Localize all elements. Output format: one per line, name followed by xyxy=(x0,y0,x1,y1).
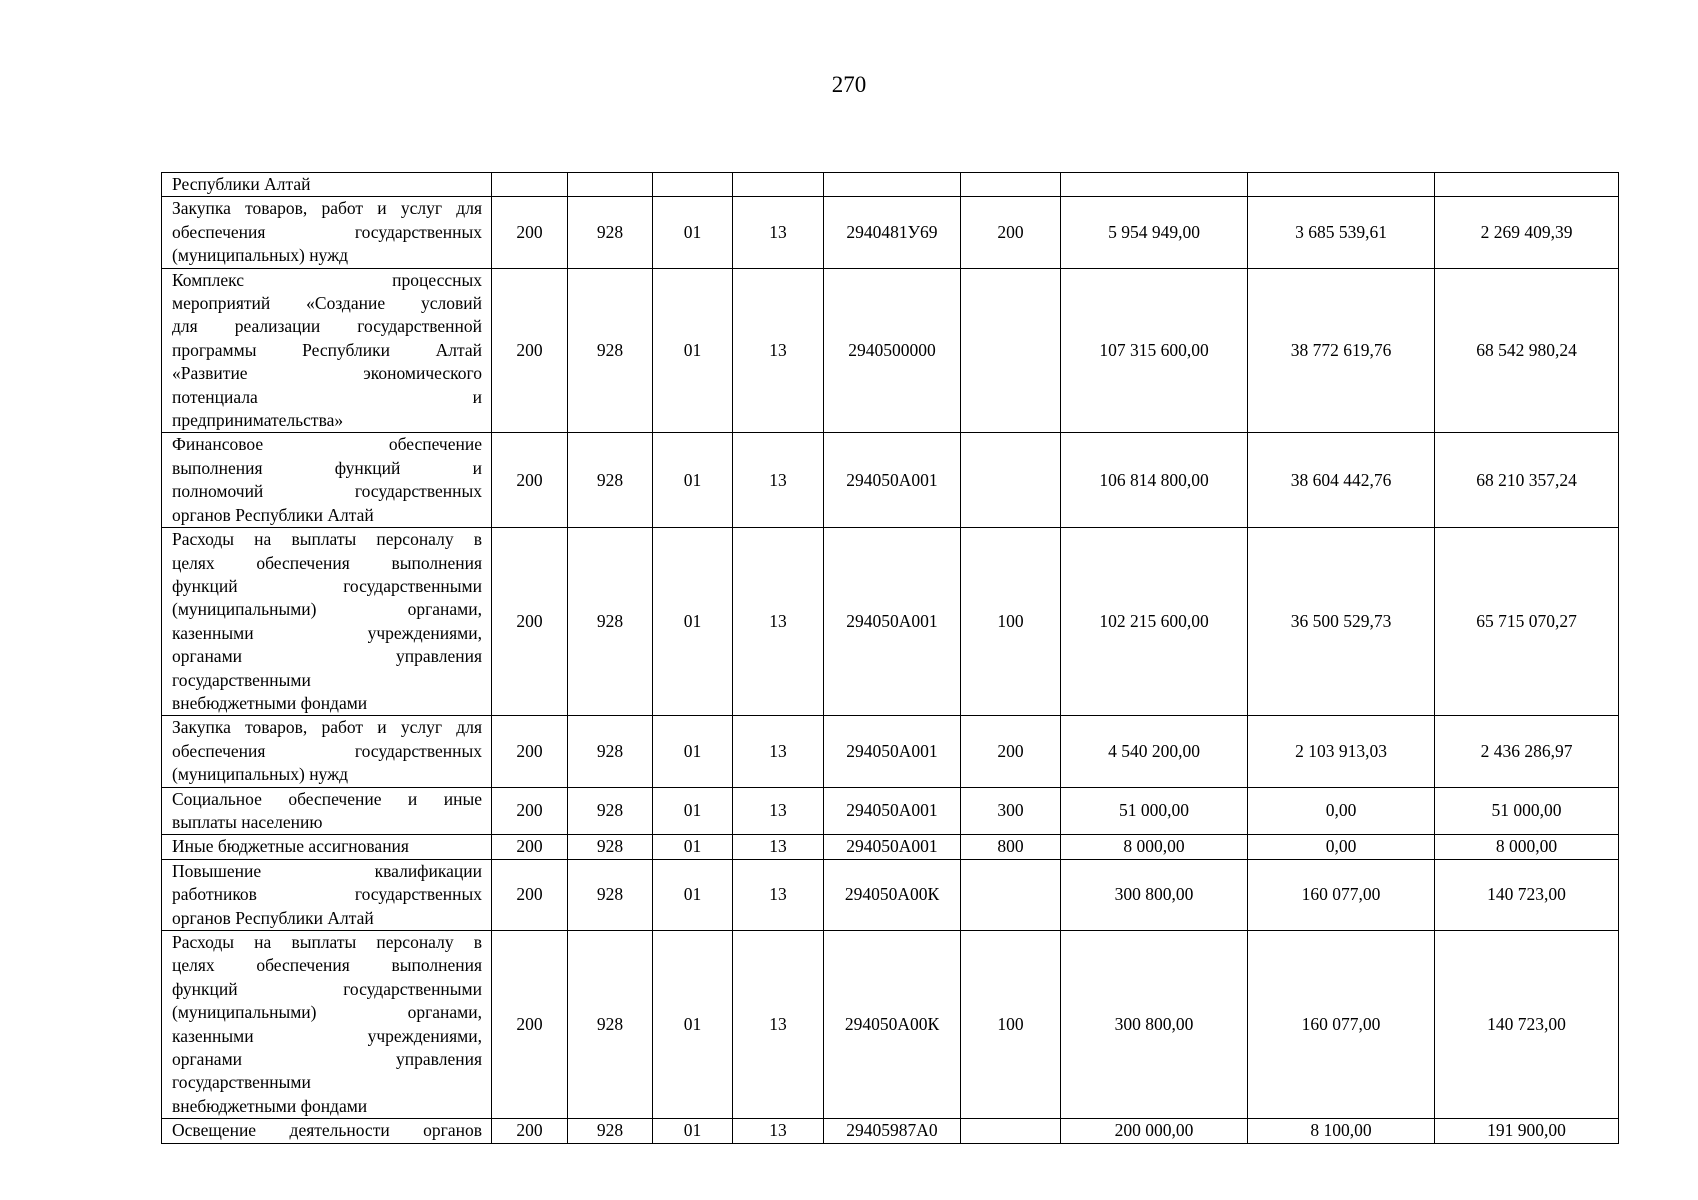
code-cell: 200 xyxy=(492,268,568,433)
table-row xyxy=(162,433,1619,528)
target-article-cell: 294050А00К xyxy=(824,859,961,930)
subsection-cell: 13 xyxy=(733,859,824,930)
section-cell: 01 xyxy=(653,931,733,1119)
expense-type-cell xyxy=(961,173,1061,197)
description-line: внебюджетными фондами xyxy=(172,692,368,713)
executed-amount-cell: 8 100,00 xyxy=(1248,1119,1435,1143)
planned-amount-cell: 8 000,00 xyxy=(1061,835,1248,859)
description-line: Республики Алтай xyxy=(172,174,311,194)
target-article-cell: 2940500000 xyxy=(824,268,961,433)
department-cell: 928 xyxy=(568,835,653,859)
description-line: (муниципальных) нужд xyxy=(172,764,349,785)
planned-amount-cell xyxy=(1061,173,1248,197)
table-row xyxy=(162,716,1619,787)
target-article-cell: 294050А001 xyxy=(824,787,961,835)
description-line: функций государственными xyxy=(172,978,482,999)
description-cell xyxy=(162,173,492,197)
description-cell xyxy=(162,197,492,268)
department-cell: 928 xyxy=(568,931,653,1119)
description-line: Повышение квалификации xyxy=(172,860,482,881)
description-line: целях обеспечения выполнения xyxy=(172,955,482,976)
target-article-cell: 294050А001 xyxy=(824,716,961,787)
department-cell: 928 xyxy=(568,1119,653,1143)
description-line: казенными учреждениями, xyxy=(172,622,482,643)
description-line: внебюджетными фондами xyxy=(172,1095,368,1116)
table-row xyxy=(162,931,1619,1119)
description-cell xyxy=(162,433,492,528)
description-cell xyxy=(162,1119,492,1143)
target-article-cell: 294050А00К xyxy=(824,931,961,1119)
description-line: государственными xyxy=(172,669,311,690)
code-cell: 200 xyxy=(492,835,568,859)
section-cell: 01 xyxy=(653,268,733,433)
description-line: Иные бюджетные ассигнования xyxy=(172,836,409,857)
planned-amount-cell: 200 000,00 xyxy=(1061,1119,1248,1143)
description-line: целях обеспечения выполнения xyxy=(172,552,482,573)
remaining-amount-cell: 51 000,00 xyxy=(1435,787,1619,835)
subsection-cell: 13 xyxy=(733,197,824,268)
executed-amount-cell: 2 103 913,03 xyxy=(1248,716,1435,787)
remaining-amount-cell: 65 715 070,27 xyxy=(1435,528,1619,716)
code-cell: 200 xyxy=(492,931,568,1119)
department-cell: 928 xyxy=(568,787,653,835)
executed-amount-cell: 160 077,00 xyxy=(1248,859,1435,930)
remaining-amount-cell: 191 900,00 xyxy=(1435,1119,1619,1143)
code-cell: 200 xyxy=(492,197,568,268)
description-line: функций государственными xyxy=(172,575,482,596)
remaining-amount-cell: 2 436 286,97 xyxy=(1435,716,1619,787)
code-cell: 200 xyxy=(492,528,568,716)
remaining-amount-cell: 8 000,00 xyxy=(1435,835,1619,859)
description-line: органами управления xyxy=(172,1049,482,1070)
section-cell: 01 xyxy=(653,835,733,859)
description-line: Закупка товаров, работ и услуг для xyxy=(172,198,482,219)
description-line: Закупка товаров, работ и услуг для xyxy=(172,717,482,738)
description-line: Расходы на выплаты персоналу в xyxy=(172,529,482,550)
expense-type-cell: 800 xyxy=(961,835,1061,859)
description-line: выплаты населению xyxy=(172,811,323,832)
executed-amount-cell: 0,00 xyxy=(1248,787,1435,835)
table-row xyxy=(162,1119,1619,1143)
remaining-amount-cell: 140 723,00 xyxy=(1435,931,1619,1119)
description-line: для реализации государственной xyxy=(172,316,482,337)
remaining-amount-cell: 68 210 357,24 xyxy=(1435,433,1619,528)
description-cell xyxy=(162,835,492,859)
code-cell: 200 xyxy=(492,859,568,930)
target-article-cell xyxy=(824,173,961,197)
code-cell: 200 xyxy=(492,433,568,528)
expense-type-cell: 200 xyxy=(961,716,1061,787)
target-article-cell: 29405987А0 xyxy=(824,1119,961,1143)
expense-type-cell xyxy=(961,433,1061,528)
description-line: работников государственных xyxy=(172,884,482,905)
description-line: программы Республики Алтай xyxy=(172,339,482,360)
remaining-amount-cell xyxy=(1435,173,1619,197)
code-cell: 200 xyxy=(492,1119,568,1143)
section-cell: 01 xyxy=(653,716,733,787)
department-cell: 928 xyxy=(568,197,653,268)
code-cell xyxy=(492,173,568,197)
executed-amount-cell: 38 604 442,76 xyxy=(1248,433,1435,528)
planned-amount-cell: 107 315 600,00 xyxy=(1061,268,1248,433)
description-cell xyxy=(162,268,492,433)
section-cell xyxy=(653,173,733,197)
expense-type-cell xyxy=(961,1119,1061,1143)
description-line: полномочий государственных xyxy=(172,481,482,502)
page-number: 270 xyxy=(831,72,867,97)
section-cell: 01 xyxy=(653,197,733,268)
section-cell: 01 xyxy=(653,433,733,528)
section-cell: 01 xyxy=(653,528,733,716)
description-cell xyxy=(162,931,492,1119)
description-line: Освещение деятельности органов xyxy=(172,1120,482,1141)
planned-amount-cell: 300 800,00 xyxy=(1061,859,1248,930)
planned-amount-cell: 51 000,00 xyxy=(1061,787,1248,835)
description-line: казенными учреждениями, xyxy=(172,1025,482,1046)
department-cell: 928 xyxy=(568,268,653,433)
expense-type-cell xyxy=(961,268,1061,433)
executed-amount-cell: 38 772 619,76 xyxy=(1248,268,1435,433)
planned-amount-cell: 300 800,00 xyxy=(1061,931,1248,1119)
executed-amount-cell: 160 077,00 xyxy=(1248,931,1435,1119)
expense-type-cell: 100 xyxy=(961,528,1061,716)
subsection-cell: 13 xyxy=(733,835,824,859)
target-article-cell: 294050А001 xyxy=(824,433,961,528)
description-cell xyxy=(162,787,492,835)
expense-type-cell: 200 xyxy=(961,197,1061,268)
executed-amount-cell: 0,00 xyxy=(1248,835,1435,859)
planned-amount-cell: 4 540 200,00 xyxy=(1061,716,1248,787)
description-line: выполнения функций и xyxy=(172,457,482,478)
target-article-cell: 2940481У69 xyxy=(824,197,961,268)
table-row xyxy=(162,787,1619,835)
remaining-amount-cell: 2 269 409,39 xyxy=(1435,197,1619,268)
code-cell: 200 xyxy=(492,787,568,835)
subsection-cell: 13 xyxy=(733,528,824,716)
description-line: (муниципальных) нужд xyxy=(172,245,349,266)
target-article-cell: 294050А001 xyxy=(824,528,961,716)
description-line: «Развитие экономического xyxy=(172,363,482,384)
description-cell xyxy=(162,716,492,787)
remaining-amount-cell: 140 723,00 xyxy=(1435,859,1619,930)
description-line: Расходы на выплаты персоналу в xyxy=(172,932,482,952)
description-line: обеспечения государственных xyxy=(172,740,482,761)
table-row xyxy=(162,835,1619,859)
subsection-cell xyxy=(733,173,824,197)
section-cell: 01 xyxy=(653,859,733,930)
subsection-cell: 13 xyxy=(733,931,824,1119)
department-cell xyxy=(568,173,653,197)
table-row xyxy=(162,859,1619,930)
description-line: Финансовое обеспечение xyxy=(172,434,482,455)
description-cell xyxy=(162,528,492,716)
subsection-cell: 13 xyxy=(733,268,824,433)
expense-type-cell: 300 xyxy=(961,787,1061,835)
description-line: (муниципальными) органами, xyxy=(172,1002,482,1023)
description-line: Комплекс процессных xyxy=(172,269,482,290)
subsection-cell: 13 xyxy=(733,787,824,835)
description-line: органов Республики Алтай xyxy=(172,504,374,525)
subsection-cell: 13 xyxy=(733,1119,824,1143)
department-cell: 928 xyxy=(568,859,653,930)
section-cell: 01 xyxy=(653,787,733,835)
executed-amount-cell xyxy=(1248,173,1435,197)
planned-amount-cell: 102 215 600,00 xyxy=(1061,528,1248,716)
description-line: мероприятий «Создание условий xyxy=(172,293,482,314)
description-line: государственными xyxy=(172,1072,311,1093)
remaining-amount-cell: 68 542 980,24 xyxy=(1435,268,1619,433)
description-cell xyxy=(162,859,492,930)
planned-amount-cell: 5 954 949,00 xyxy=(1061,197,1248,268)
expense-type-cell: 100 xyxy=(961,931,1061,1119)
description-line: Социальное обеспечение и иные xyxy=(172,788,482,809)
department-cell: 928 xyxy=(568,716,653,787)
description-line: органов Республики Алтай xyxy=(172,907,374,928)
description-line: обеспечения государственных xyxy=(172,221,482,242)
subsection-cell: 13 xyxy=(733,716,824,787)
description-line: органами управления xyxy=(172,646,482,667)
executed-amount-cell: 3 685 539,61 xyxy=(1248,197,1435,268)
description-line: потенциала и xyxy=(172,386,482,407)
planned-amount-cell: 106 814 800,00 xyxy=(1061,433,1248,528)
target-article-cell: 294050А001 xyxy=(824,835,961,859)
table-row xyxy=(162,173,1619,197)
budget-table-body xyxy=(162,173,1619,1144)
code-cell: 200 xyxy=(492,716,568,787)
description-line: предпринимательства» xyxy=(172,410,344,431)
section-cell: 01 xyxy=(653,1119,733,1143)
table-row xyxy=(162,268,1619,433)
table-row xyxy=(162,197,1619,268)
department-cell: 928 xyxy=(568,528,653,716)
subsection-cell: 13 xyxy=(733,433,824,528)
department-cell: 928 xyxy=(568,433,653,528)
budget-table xyxy=(161,172,1619,1144)
description-line: (муниципальными) органами, xyxy=(172,599,482,620)
executed-amount-cell: 36 500 529,73 xyxy=(1248,528,1435,716)
table-row xyxy=(162,528,1619,716)
expense-type-cell xyxy=(961,859,1061,930)
